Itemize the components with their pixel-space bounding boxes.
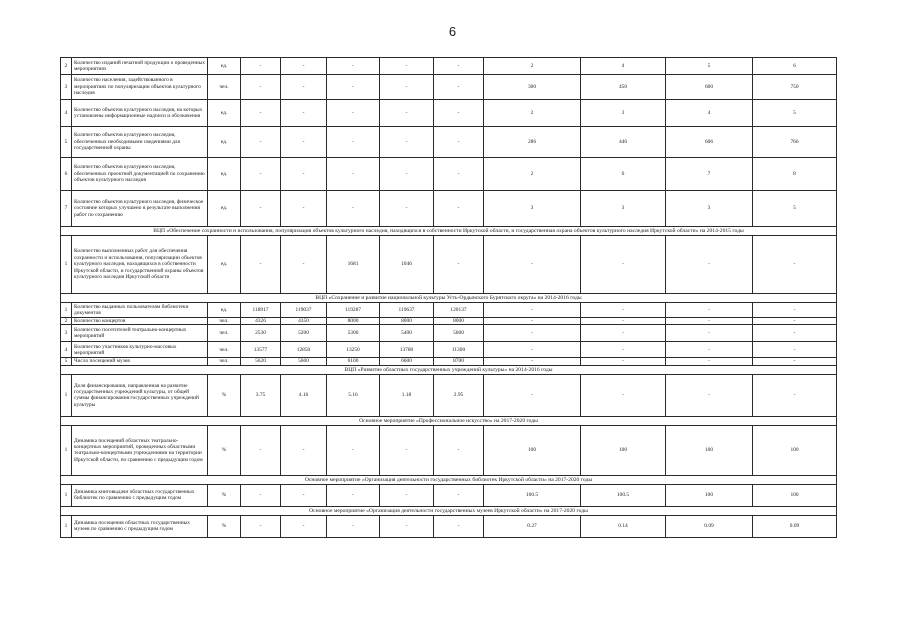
value-cell: 5200	[281, 325, 327, 342]
indicator-name: Доля финансирования, направленная на развитие государственных учреждений культуры, от общей суммы финансирования государственных учреждений культуры	[72, 374, 208, 416]
value-cell: -	[380, 127, 434, 158]
indicator-name: Число посещений музея	[72, 358, 208, 365]
value-cell: 119037	[281, 303, 327, 318]
value-cell: -	[581, 318, 666, 325]
value-cell: 3.75	[241, 374, 281, 416]
value-cell: -	[753, 325, 837, 342]
table-row	[61, 318, 837, 325]
section-heading: Основное мероприятие «Организация деятельности государственных библиотек Иркутской области» на 2017-2020 годы	[61, 475, 837, 484]
value-cell: 450	[581, 75, 666, 100]
indicator-name: Количество концертов	[72, 318, 208, 325]
value-cell: -	[434, 236, 484, 294]
unit-cell: ед.	[208, 127, 241, 158]
value-cell: -	[380, 75, 434, 100]
value-cell: -	[434, 515, 484, 537]
table-row	[61, 127, 837, 158]
unit-cell: чел.	[208, 342, 241, 358]
section-heading: ВЦП «Развитие областных государственных учреждений культуры» на 2014-2016 годы	[61, 365, 837, 374]
value-cell: 4	[581, 58, 666, 75]
row-number: 5	[61, 127, 72, 158]
indicator-name: Динамика посещения областных государственных музеев по сравнению с предыдущим годом	[72, 515, 208, 537]
value-cell: -	[241, 515, 281, 537]
value-cell: 5	[753, 100, 837, 127]
section-heading-row	[61, 506, 837, 515]
value-cell: 5.16	[327, 374, 380, 416]
value-cell: -	[281, 58, 327, 75]
value-cell: -	[281, 191, 327, 227]
row-number: 1	[61, 515, 72, 537]
value-cell: -	[281, 515, 327, 537]
table-row	[61, 358, 837, 365]
value-cell: -	[753, 374, 837, 416]
value-cell: 6	[581, 158, 666, 191]
indicator-name: Динамика книговыдачи областных государственных библиотек по сравнению с предыдущим годом	[72, 484, 208, 506]
value-cell: -	[581, 342, 666, 358]
value-cell: 13780	[380, 342, 434, 358]
value-cell: -	[327, 127, 380, 158]
value-cell: 5600	[281, 358, 327, 365]
value-cell: 4	[666, 100, 753, 127]
value-cell: -	[281, 158, 327, 191]
value-cell: 1046	[380, 236, 434, 294]
value-cell: -	[484, 358, 581, 365]
value-cell: 100	[666, 484, 753, 506]
section-heading: ВЦП «Обеспечение сохранности и использования, популяризация объектов культурного наследия, находящихся в собственности Иркутской области, и государственная охрана объектов культурного наследия Иркутской области» на 2014-2015 годы	[61, 227, 837, 236]
value-cell: -	[327, 191, 380, 227]
unit-cell: ед.	[208, 303, 241, 318]
unit-cell: ед.	[208, 236, 241, 294]
value-cell: 2	[484, 100, 581, 127]
unit-cell: чел.	[208, 75, 241, 100]
value-cell: -	[327, 515, 380, 537]
unit-cell: ед.	[208, 100, 241, 127]
table-row	[61, 425, 837, 475]
value-cell: 5	[753, 191, 837, 227]
value-cell: 12850	[281, 342, 327, 358]
indicator-name: Количество изданий печатной продукции о проведенных мероприятиях	[72, 58, 208, 75]
value-cell: 11300	[434, 342, 484, 358]
value-cell: 6600	[380, 358, 434, 365]
value-cell: 8000	[380, 318, 434, 325]
value-cell: 8000	[434, 318, 484, 325]
value-cell: -	[666, 374, 753, 416]
value-cell: 13250	[327, 342, 380, 358]
value-cell: 5	[666, 58, 753, 75]
value-cell: 300	[484, 75, 581, 100]
value-cell: 3	[581, 191, 666, 227]
unit-cell: %	[208, 484, 241, 506]
value-cell: -	[753, 318, 837, 325]
value-cell: 118917	[241, 303, 281, 318]
table-row	[61, 342, 837, 358]
value-cell: -	[484, 318, 581, 325]
value-cell: 4326	[241, 318, 281, 325]
value-cell: -	[380, 191, 434, 227]
value-cell: -	[241, 127, 281, 158]
value-cell: 8000	[327, 318, 380, 325]
value-cell: -	[434, 58, 484, 75]
value-cell: -	[484, 303, 581, 318]
value-cell: -	[327, 484, 380, 506]
value-cell: 100.5	[484, 484, 581, 506]
value-cell: 119637	[380, 303, 434, 318]
value-cell: -	[281, 127, 327, 158]
table-row	[61, 515, 837, 537]
section-heading-row	[61, 365, 837, 374]
row-number: 1	[61, 236, 72, 294]
value-cell: -	[484, 342, 581, 358]
value-cell: 8700	[434, 358, 484, 365]
table-row	[61, 158, 837, 191]
value-cell: -	[380, 425, 434, 475]
value-cell: 100	[753, 484, 837, 506]
value-cell: -	[241, 58, 281, 75]
table-row	[61, 236, 837, 294]
table-row	[61, 303, 837, 318]
value-cell: 4.16	[281, 374, 327, 416]
unit-cell: %	[208, 515, 241, 537]
value-cell: -	[581, 374, 666, 416]
value-cell: 100	[666, 425, 753, 475]
unit-cell: ед.	[208, 58, 241, 75]
value-cell: -	[434, 158, 484, 191]
value-cell: 5400	[380, 325, 434, 342]
value-cell: 13577	[241, 342, 281, 358]
row-number: 1	[61, 303, 72, 318]
value-cell: -	[484, 374, 581, 416]
value-cell: 750	[753, 75, 837, 100]
table-row	[61, 325, 837, 342]
value-cell: -	[241, 191, 281, 227]
unit-cell: %	[208, 374, 241, 416]
section-heading: ВЦП «Сохранение и развитие национальной культуры Усть-Ордынского Бурятского округа» на 2014-2016 годы	[61, 294, 837, 303]
value-cell: -	[241, 484, 281, 506]
value-cell: 0.27	[484, 515, 581, 537]
value-cell: 600	[666, 75, 753, 100]
value-cell: -	[666, 236, 753, 294]
value-cell: -	[581, 358, 666, 365]
indicator-name: Количество выданных пользователям библиотеки документов	[72, 303, 208, 318]
value-cell: 5300	[327, 325, 380, 342]
value-cell: -	[666, 318, 753, 325]
value-cell: -	[581, 325, 666, 342]
indicator-name: Количество участников культурно-массовых мероприятий	[72, 342, 208, 358]
table-row	[61, 75, 837, 100]
section-heading: Основное мероприятие «Профессиональное искусство» на 2017-2020 годы	[61, 416, 837, 425]
indicator-name: Количество объектов культурного наследия, на которых установлены информационные надписи и обозначения	[72, 100, 208, 127]
value-cell: 5600	[434, 325, 484, 342]
value-cell: -	[666, 358, 753, 365]
value-cell: -	[241, 425, 281, 475]
value-cell: -	[241, 236, 281, 294]
row-number: 3	[61, 325, 72, 342]
value-cell: -	[281, 75, 327, 100]
unit-cell: чел.	[208, 325, 241, 342]
value-cell: -	[281, 484, 327, 506]
indicator-name: Количество посетителей театрально-концертных мероприятий	[72, 325, 208, 342]
table-row	[61, 100, 837, 127]
value-cell: 119287	[327, 303, 380, 318]
row-number: 1	[61, 484, 72, 506]
row-number: 5	[61, 358, 72, 365]
value-cell: 3	[581, 100, 666, 127]
value-cell: 8	[753, 158, 837, 191]
row-number: 4	[61, 100, 72, 127]
value-cell: 100	[484, 425, 581, 475]
table-row	[61, 191, 837, 227]
table-row	[61, 484, 837, 506]
value-cell: 3	[666, 191, 753, 227]
unit-cell: %	[208, 425, 241, 475]
row-number: 6	[61, 158, 72, 191]
value-cell: 100	[753, 425, 837, 475]
section-heading-row	[61, 475, 837, 484]
value-cell: 120137	[434, 303, 484, 318]
value-cell: -	[753, 303, 837, 318]
value-cell: 2	[484, 58, 581, 75]
value-cell: 766	[753, 127, 837, 158]
unit-cell: чел.	[208, 358, 241, 365]
row-number: 7	[61, 191, 72, 227]
indicators-table	[60, 57, 837, 538]
value-cell: -	[241, 158, 281, 191]
value-cell: -	[380, 515, 434, 537]
row-number: 3	[61, 75, 72, 100]
value-cell: 0.09	[753, 515, 837, 537]
section-heading: Основное мероприятие «Организация деятельности государственных музеев Иркутской области» на 2017-2020 годы	[61, 506, 837, 515]
value-cell: -	[666, 342, 753, 358]
value-cell: -	[434, 75, 484, 100]
value-cell: 6100	[327, 358, 380, 365]
value-cell: -	[327, 425, 380, 475]
table-body	[61, 58, 837, 538]
unit-cell: ед.	[208, 158, 241, 191]
value-cell: 100	[581, 425, 666, 475]
value-cell: 606	[666, 127, 753, 158]
value-cell: -	[666, 303, 753, 318]
page-number: 6	[448, 24, 457, 39]
value-cell: -	[434, 191, 484, 227]
unit-cell: чел.	[208, 318, 241, 325]
value-cell: -	[241, 75, 281, 100]
value-cell: -	[380, 58, 434, 75]
value-cell: -	[380, 158, 434, 191]
value-cell: 2530	[241, 325, 281, 342]
value-cell: 100.5	[581, 484, 666, 506]
indicator-name: Количество населения, задействованного в мероприятиях по популяризации объектов культурного наследия	[72, 75, 208, 100]
value-cell: -	[327, 58, 380, 75]
value-cell: -	[666, 325, 753, 342]
section-heading-row	[61, 294, 837, 303]
section-heading-row	[61, 416, 837, 425]
value-cell: -	[581, 236, 666, 294]
value-cell: -	[281, 425, 327, 475]
value-cell: 7	[666, 158, 753, 191]
indicator-name: Количество объектов культурного наследия, физическое состояние которых улучшено в результате выполнения работ по сохранению	[72, 191, 208, 227]
value-cell: -	[327, 75, 380, 100]
value-cell: 2.95	[434, 374, 484, 416]
value-cell: -	[434, 425, 484, 475]
value-cell: 0.09	[666, 515, 753, 537]
value-cell: 1.18	[380, 374, 434, 416]
indicator-name: Количество выполненных работ для обеспечения сохранности и использования, популяризации объектов культурного наследия, находящихся в собственности Иркутской области, и государственной охраны объектов культурного наследия Иркутской области	[72, 236, 208, 294]
row-number: 1	[61, 374, 72, 416]
value-cell: -	[753, 358, 837, 365]
value-cell: 2	[484, 158, 581, 191]
value-cell: 5620	[241, 358, 281, 365]
value-cell: -	[581, 303, 666, 318]
row-number: 2	[61, 318, 72, 325]
value-cell: -	[281, 100, 327, 127]
value-cell: 446	[581, 127, 666, 158]
indicator-name: Динамика посещений областных театрально-концертных мероприятий, проведенных областными театрально-концертными учреждениями на территории Иркутской области, по сравнению с предыдущим годом	[72, 425, 208, 475]
indicator-name: Количество объектов культурного наследия, обеспеченных необходимыми сведениями для государственной охраны	[72, 127, 208, 158]
value-cell: -	[484, 236, 581, 294]
row-number: 2	[61, 58, 72, 75]
value-cell: 3	[484, 191, 581, 227]
value-cell: -	[434, 484, 484, 506]
value-cell: -	[753, 342, 837, 358]
row-number: 4	[61, 342, 72, 358]
value-cell: -	[327, 100, 380, 127]
value-cell: -	[327, 158, 380, 191]
row-number: 1	[61, 425, 72, 475]
value-cell: 4350	[281, 318, 327, 325]
value-cell: 0.14	[581, 515, 666, 537]
value-cell: -	[434, 100, 484, 127]
value-cell: -	[281, 236, 327, 294]
unit-cell: ед.	[208, 191, 241, 227]
value-cell: -	[434, 127, 484, 158]
value-cell: 286	[484, 127, 581, 158]
value-cell: -	[753, 236, 837, 294]
section-heading-row	[61, 227, 837, 236]
table-row	[61, 58, 837, 75]
value-cell: -	[484, 325, 581, 342]
indicator-name: Количество объектов культурного наследия, обеспеченных проектной документацией по сохранению объектов культурного наследия	[72, 158, 208, 191]
table-row	[61, 374, 837, 416]
value-cell: 1681	[327, 236, 380, 294]
value-cell: -	[241, 100, 281, 127]
value-cell: -	[380, 100, 434, 127]
value-cell: -	[380, 484, 434, 506]
value-cell: 6	[753, 58, 837, 75]
